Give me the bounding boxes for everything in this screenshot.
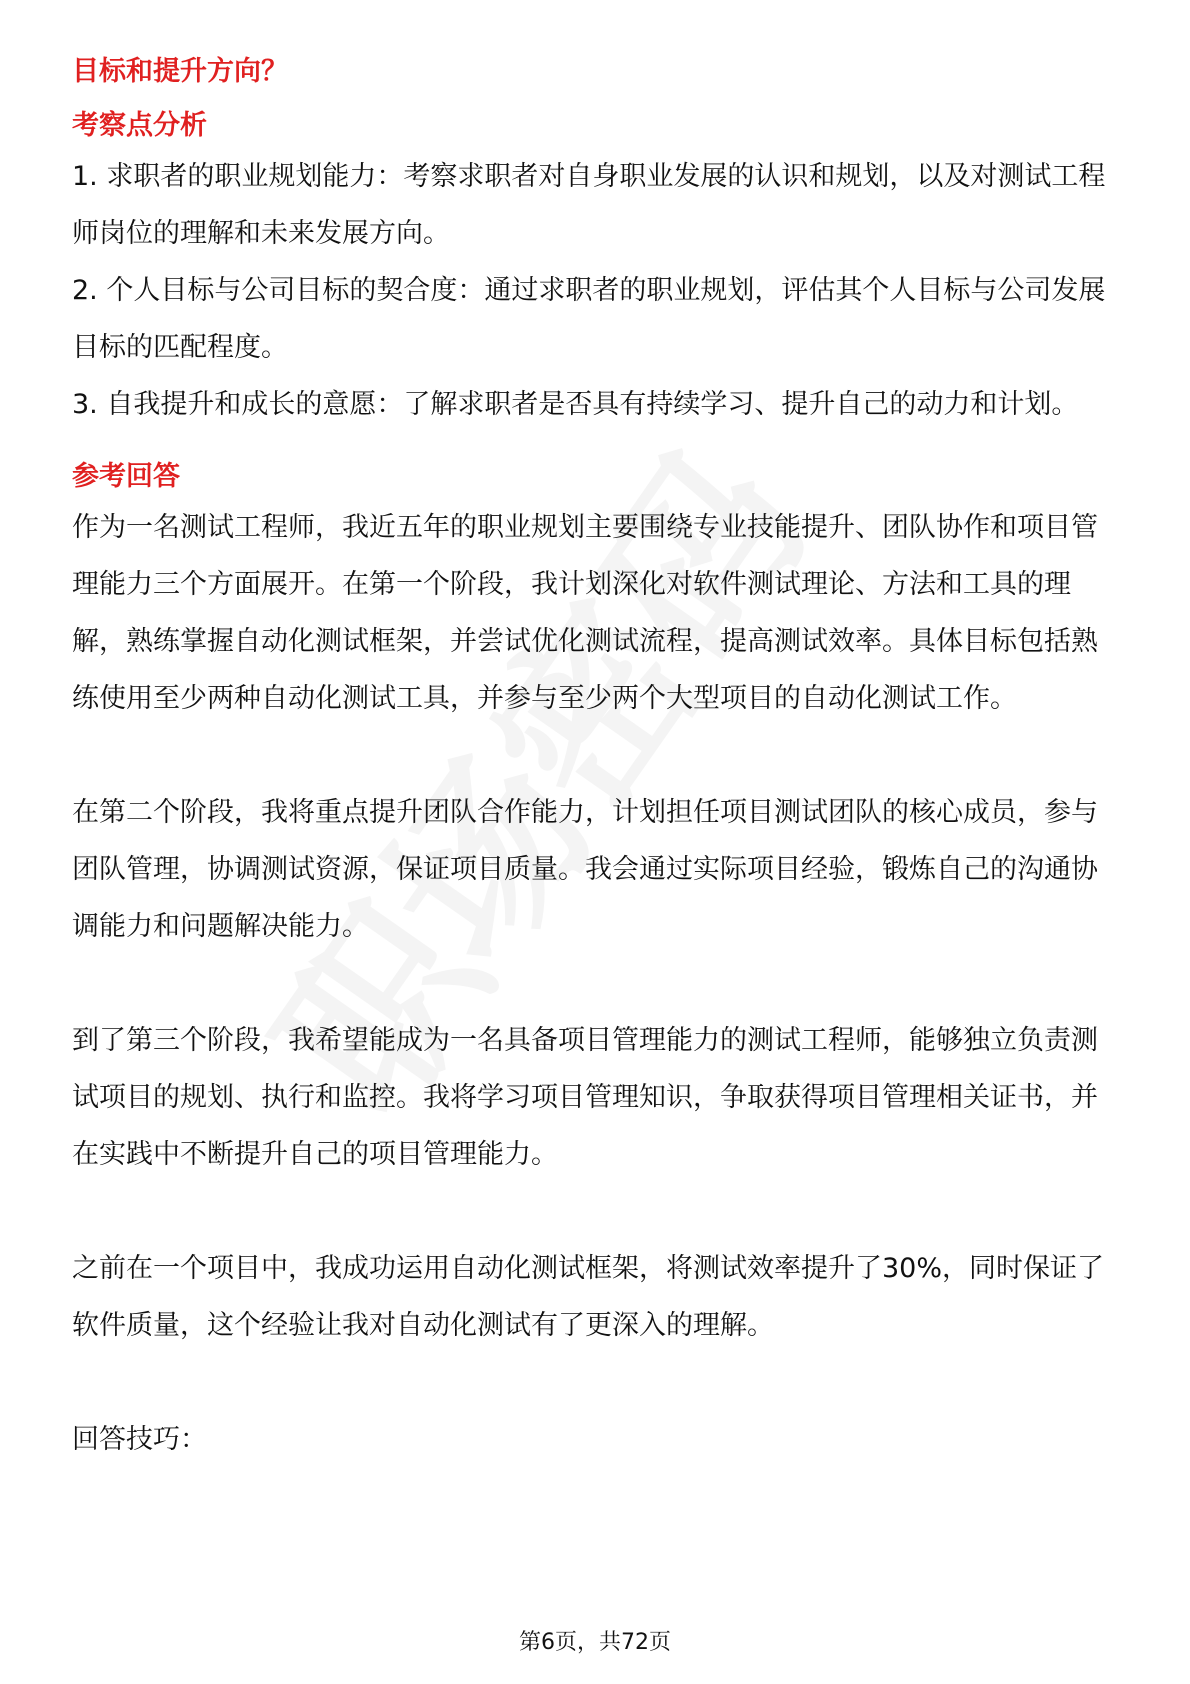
analysis-item-1: 1. 求职者的职业规划能力：考察求职者对自身职业发展的认识和规划，以及对测试工程师岗位的理解和未来发展方向。 — [72, 161, 1106, 249]
answer-paragraph-4: 之前在一个项目中，我成功运用自动化测试框架，将测试效率提升了30%，同时保证了软件质量，这个经验让我对自动化测试有了更深入的理解。 — [72, 1253, 1105, 1341]
paragraph-gap — [72, 1183, 1122, 1240]
answer-paragraph-1: 作为一名测试工程师，我近五年的职业规划主要围绕专业技能提升、团队协作和项目管理能力三个方面展开。在第一个阶段，我计划深化对软件测试理论、方法和工具的理解，熟练掌握自动化测试框架，并尝试优化测试流程，提高测试效率。具体目标包括熟练使用至少两种自动化测试工具，并参与至少两个大型项目的自动化测试工作。 — [72, 512, 1098, 714]
answer-paragraph-2: 在第二个阶段，我将重点提升团队合作能力，计划担任项目测试团队的核心成员，参与团队管理，协调测试资源，保证项目质量。我会通过实际项目经验，锻炼自己的沟通协调能力和问题解决能力。 — [72, 797, 1098, 942]
paragraph-gap — [72, 1354, 1122, 1411]
tips-label: 回答技巧： — [72, 1424, 207, 1455]
analysis-item-2: 2. 个人目标与公司目标的契合度：通过求职者的职业规划，评估其个人目标与公司发展目标的匹配程度。 — [72, 275, 1106, 363]
answer-paragraph-3: 到了第三个阶段，我希望能成为一名具备项目管理能力的测试工程师，能够独立负责测试项目的规划、执行和监控。我将学习项目管理知识，争取获得项目管理相关证书，并在实践中不断提升自己的项目管理能力。 — [72, 1025, 1098, 1170]
analysis-item-3: 3. 自我提升和成长的意愿：了解求职者是否具有持续学习、提升自己的动力和计划。 — [72, 389, 1079, 420]
paragraph-gap — [72, 955, 1122, 1012]
page-number: 第6页，共72页 — [519, 1630, 671, 1655]
paragraph-gap — [72, 727, 1122, 784]
question-tail: 目标和提升方向？ — [72, 56, 288, 87]
answer-heading: 参考回答 — [72, 461, 180, 492]
analysis-heading: 考察点分析 — [72, 110, 207, 141]
page-content — [72, 50, 1122, 1468]
